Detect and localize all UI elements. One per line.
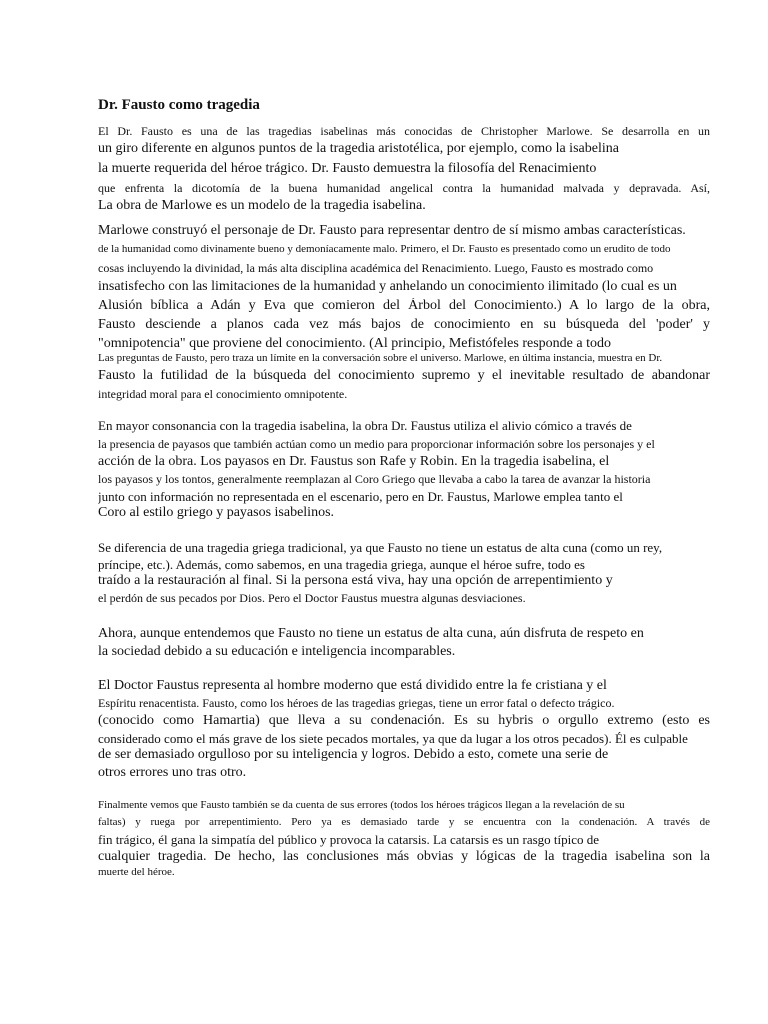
text-line: de ser demasiado orgulloso por su inteligencia y logros. Debido a esto, comete una serie de	[98, 747, 609, 762]
text-line: príncipe, etc.). Además, como sabemos, en una tragedia griega, aunque el héroe sufre, todo es	[98, 557, 585, 572]
text-line: la muerte requerida del héroe trágico. Dr. Fausto demuestra la filosofía del Renacimiento	[98, 161, 597, 176]
text-line: acción de la obra. Los payasos en Dr. Faustus son Rafe y Robin. En la tragedia isabelina, el	[98, 454, 610, 469]
text-line: Se diferencia de una tragedia griega tradicional, ya que Fausto no tiene un estatus de alta cuna (como un rey,	[98, 540, 663, 555]
text-line: un giro diferente en algunos puntos de la tragedia aristotélica, por ejemplo, como la isabelina	[98, 141, 619, 156]
text-line: la sociedad debido a su educación e inteligencia incomparables.	[98, 644, 456, 659]
text-line: el perdón de sus pecados por Dios. Pero el Doctor Faustus muestra algunas desviaciones.	[98, 591, 526, 605]
text-line: El Doctor Faustus representa al hombre moderno que está dividido entre la fe cristiana y el	[98, 678, 607, 693]
text-line: cualquier tragedia. De hecho, las conclusiones más obvias y lógicas de la tragedia isabelina son la	[98, 849, 710, 864]
text-line: Marlowe construyó el personaje de Dr. Fausto para representar dentro de sí mismo ambas características.	[98, 223, 686, 238]
text-line: Coro al estilo griego y payasos isabelinos.	[98, 505, 335, 520]
text-line: traído a la restauración al final. Si la persona está viva, hay una opción de arrepentimiento y	[98, 573, 613, 588]
text-line: En mayor consonancia con la tragedia isabelina, la obra Dr. Faustus utiliza el alivio cómico a través de	[98, 418, 632, 433]
text-line: "omnipotencia" que proviene del conocimiento. (Al principio, Mefistófeles responde a todo	[98, 336, 611, 351]
text-line: Fausto la futilidad de la búsqueda del conocimiento supremo y el inevitable resultado de abandonar	[98, 368, 710, 383]
text-line: Espíritu renacentista. Fausto, como los héroes de las tragedias griegas, tiene un error fatal o defecto trágico.	[98, 696, 615, 710]
text-line: (conocido como Hamartia) que lleva a su condenación. Es su hybris o orgullo extremo (esto es	[98, 713, 710, 728]
text-line: considerado como el más grave de los siete pecados mortales, ya que da lugar a los otros pecados). Él es culpable	[98, 731, 688, 746]
text-line: junto con información no representada en el escenario, pero en Dr. Faustus, Marlowe emplea tanto el	[98, 489, 623, 504]
text-line: que enfrenta la dicotomía de la buena humanidad angelical contra la humanidad malvada y depravada. Así,	[98, 181, 710, 195]
text-line: faltas) y ruega por arrepentimiento. Pero ya es demasiado tarde y se encuentra con la condenación. A través de	[98, 816, 710, 828]
text-line: otros errores uno tras otro.	[98, 765, 247, 780]
text-line: Alusión bíblica a Adán y Eva que comieron del Árbol del Conocimiento.) A lo largo de la obra,	[98, 298, 710, 313]
text-line: Fausto desciende a planos cada vez más bajos de conocimiento en su búsqueda del 'poder' y	[98, 317, 710, 332]
text-line: Ahora, aunque entendemos que Fausto no tiene un estatus de alta cuna, aún disfruta de respeto en	[98, 626, 644, 641]
text-line: fin trágico, él gana la simpatía del público y provoca la catarsis. La catarsis es un rasgo típico de	[98, 832, 600, 847]
text-line: Finalmente vemos que Fausto también se da cuenta de sus errores (todos los héroes trágicos llegan a la revelación de su	[98, 799, 625, 811]
text-line: los payasos y los tontos, generalmente reemplazan al Coro Griego que llevaba a cabo la tarea de avanzar la historia	[98, 472, 651, 486]
text-line: La obra de Marlowe es un modelo de la tragedia isabelina.	[98, 198, 426, 213]
text-line: la presencia de payasos que también actúan como un medio para proporcionar información sobre los personajes y el	[98, 437, 655, 451]
text-line: El Dr. Fausto es una de las tragedias isabelinas más conocidas de Christopher Marlowe. Se desarrolla en un	[98, 124, 710, 138]
text-line: Las preguntas de Fausto, pero traza un límite en la conversación sobre el universo. Marlowe, en última instancia, muestra en Dr.	[98, 352, 663, 364]
text-line: de la humanidad como divinamente bueno y demoníacamente malo. Primero, el Dr. Fausto es presentado como un erudito de todo	[98, 243, 671, 255]
document-title: Dr. Fausto como tragedia	[98, 97, 260, 113]
text-line: muerte del héroe.	[98, 866, 175, 878]
text-line: insatisfecho con las limitaciones de la humanidad y anhelando un conocimiento ilimitado (lo cual es un	[98, 279, 677, 294]
text-line: cosas incluyendo la divinidad, la más alta disciplina académica del Renacimiento. Luego, Fausto es mostrado como	[98, 261, 654, 275]
text-line: integridad moral para el conocimiento omnipotente.	[98, 387, 348, 401]
